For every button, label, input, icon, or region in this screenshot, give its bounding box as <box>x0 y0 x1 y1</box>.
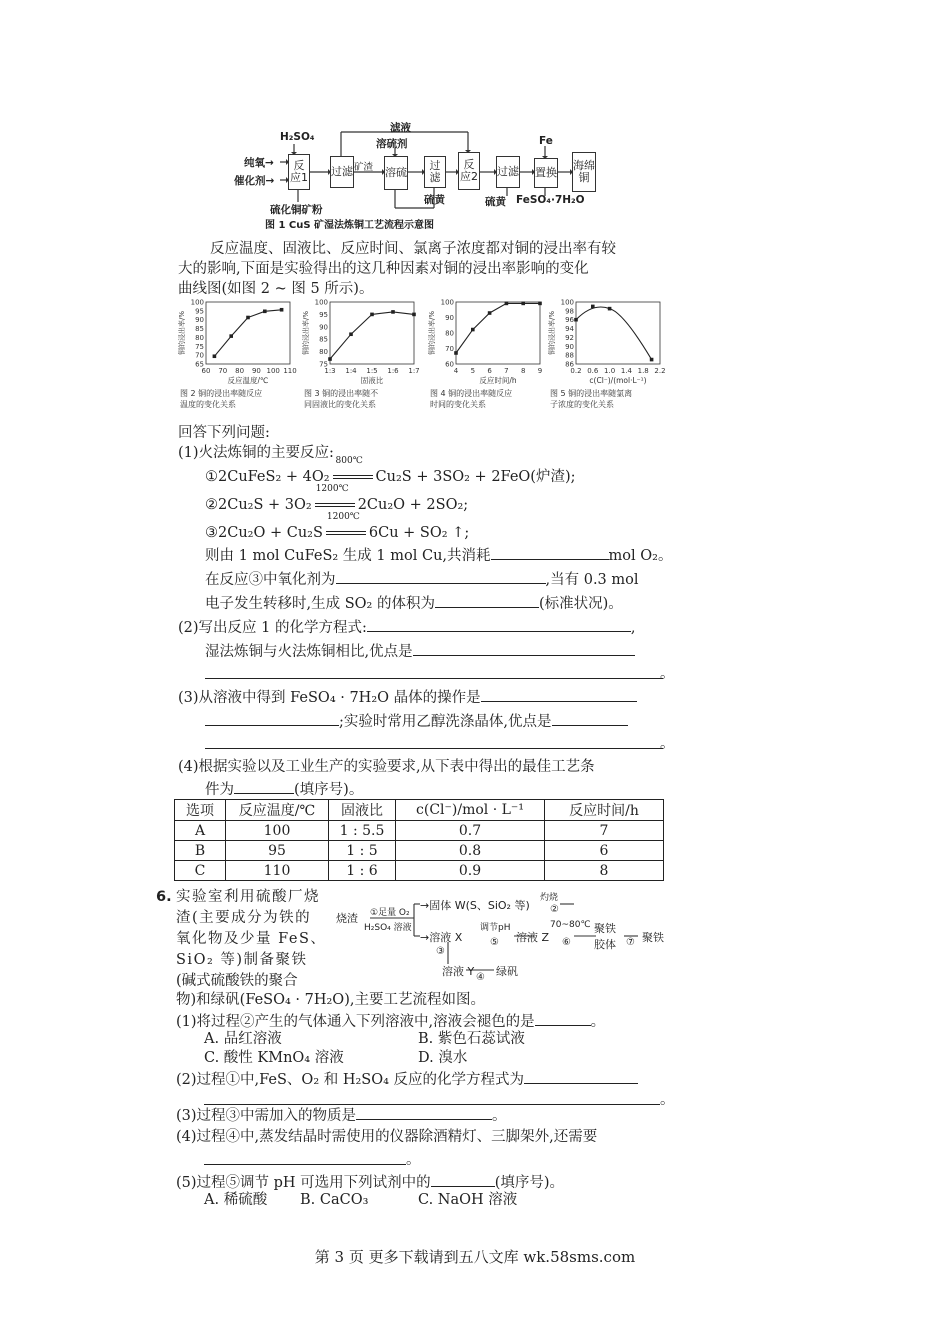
q3-answer-line[interactable] <box>205 748 663 749</box>
q1-blank-o2[interactable] <box>491 544 609 560</box>
x-axis-label: 反应时间/h <box>479 376 517 385</box>
data-point <box>650 358 654 362</box>
table-cell: 1 : 5 <box>329 841 396 861</box>
y-axis-label: 铜的浸出率/% <box>428 310 436 356</box>
x-tick-label: 1:4 <box>345 367 357 375</box>
x-tick-label: 1.4 <box>620 367 632 375</box>
q6-jutie-1b: 胶体 <box>594 938 616 951</box>
q3-end: 。 <box>660 736 675 752</box>
solvent-label: 溶硫剂 <box>376 138 408 150</box>
y-axis-label: 铜的浸出率/% <box>178 310 186 356</box>
q6-intro-2: 渣(主要成分为铁的 <box>176 910 312 926</box>
x-tick-label: 70 <box>218 367 228 375</box>
table-row <box>175 841 664 861</box>
q2-blank-equation[interactable] <box>367 616 631 632</box>
q6-shaozha: 烧渣 <box>336 912 358 925</box>
data-point <box>505 302 509 306</box>
q3-blank-operation-cont[interactable] <box>205 710 339 726</box>
q1-line2-a: 在反应③中氧化剂为 <box>205 572 336 588</box>
h2so4-label: H₂SO₄ <box>280 131 315 143</box>
charts-row <box>178 296 668 421</box>
chart-frame <box>576 302 660 364</box>
q6-p3-end: 。 <box>492 1108 507 1124</box>
q1-blank-volume[interactable] <box>435 592 539 608</box>
y-tick-label: 70 <box>445 345 454 353</box>
q2-line2 <box>205 640 635 662</box>
y-tick-label: 96 <box>565 316 574 325</box>
table-cell: 1 : 5.5 <box>329 821 396 841</box>
q6-p5-a: A. 稀硫酸 <box>204 1192 268 1208</box>
q4-line2-b: (填序号)。 <box>294 782 364 798</box>
box-filter3: 过滤 <box>496 156 520 188</box>
q2-end: 。 <box>660 666 675 682</box>
sulfur-label-1: 硫黄 <box>424 194 445 206</box>
box-filter1: 过滤 <box>330 156 354 188</box>
q6-lvfan: 绿矾 <box>496 965 518 978</box>
q6-p3-blank[interactable] <box>356 1104 492 1120</box>
r3-cond: 1200℃ <box>326 512 360 522</box>
x-axis-label: 固液比 <box>360 376 384 385</box>
x-axis-label: 反应温度/℃ <box>227 376 269 385</box>
data-point <box>538 302 542 306</box>
q6-p1-text: (1)将过程②产生的气体通入下列溶液中,溶液会褪色的是 <box>176 1014 535 1030</box>
data-point <box>213 354 217 358</box>
r2-cond: 1200℃ <box>315 484 349 494</box>
chart-caption-2: 时间的变化关系 <box>430 400 486 409</box>
y-tick-label: 86 <box>565 360 574 369</box>
q6-zhuoshao: 灼烧 <box>540 893 559 903</box>
x-tick-label: 8 <box>520 367 526 375</box>
data-point <box>454 351 458 355</box>
chart-2 <box>178 296 300 421</box>
q6-intro-last: 物)和绿矾(FeSO₄ · 7H₂O),主要工艺流程如图。 <box>176 992 485 1008</box>
x-tick-label: 1:6 <box>387 367 399 375</box>
x-tick-label: 1.8 <box>637 367 649 375</box>
q2-line1-text: (2)写出反应 1 的化学方程式: <box>178 620 367 636</box>
x-tick-label: 60 <box>201 367 211 375</box>
data-point <box>263 310 267 314</box>
q6-p3 <box>176 1104 507 1126</box>
catalyst-label: 催化剂→ <box>234 175 275 187</box>
table-header: 反应温度/℃ <box>226 800 329 821</box>
table-cell: 1 : 6 <box>329 861 396 881</box>
reaction-1 <box>205 456 576 487</box>
table-header: 选项 <box>175 800 226 821</box>
q4-line2 <box>205 778 363 800</box>
q6-solution-x: →溶液 X <box>420 931 463 944</box>
q1-line2-b: ,当有 0.3 mol <box>545 572 639 588</box>
q3-line2 <box>205 710 628 732</box>
y-tick-label: 70 <box>195 351 204 360</box>
q6-opt-b: B. 紫色石蕊试液 <box>418 1031 525 1047</box>
q1-title: (1)火法炼铜的主要反应: <box>178 445 334 461</box>
chart-caption-1: 图 4 铜的浸出率随反应 <box>430 389 513 398</box>
q1-line1-a: 则由 1 mol CuFeS₂ 生成 1 mol Cu,共消耗 <box>205 548 491 564</box>
q3-line2-text: ;实验时常用乙醇洗涤晶体,优点是 <box>339 714 552 730</box>
q6-step1b: H₂SO₄ 溶液 <box>364 923 412 933</box>
x-tick-label: 7 <box>504 367 509 375</box>
box-replace: 置换 <box>534 158 558 188</box>
y-tick-label: 65 <box>195 360 204 369</box>
q3-blank-advantage[interactable] <box>552 710 628 726</box>
table-cell: 0.7 <box>396 821 545 841</box>
r2-left: 2Cu₂S + 3O₂ <box>218 497 312 513</box>
x-tick-label: 80 <box>235 367 245 375</box>
q6-c5: ⑤ <box>490 937 499 948</box>
r1-cond: 800℃ <box>335 456 363 466</box>
y-tick-label: 80 <box>445 329 454 338</box>
q6-c3: ③ <box>436 946 445 957</box>
table-header: 固液比 <box>329 800 396 821</box>
q6-number: 6. <box>156 889 172 905</box>
chart-frame <box>456 302 540 364</box>
y-tick-label: 95 <box>319 310 328 319</box>
q6-solid-w: →固体 W(S、SiO₂ 等) <box>420 899 530 912</box>
intro-line-2: 大的影响,下面是实验得出的这几种因素对铜的浸出率影响的变化 <box>178 261 589 277</box>
table-header: 反应时间/h <box>545 800 664 821</box>
q2-blank-advantage[interactable] <box>413 640 635 656</box>
q6-temp: 70~80℃ <box>550 920 591 930</box>
q6-p5-c: C. NaOH 溶液 <box>418 1192 518 1208</box>
data-point <box>574 318 578 322</box>
y-tick-label: 85 <box>195 325 204 334</box>
x-axis-label: c(Cl⁻)/(mol·L⁻¹) <box>589 376 647 385</box>
x-tick-label: 9 <box>537 367 543 375</box>
q6-opt-c: C. 酸性 KMnO₄ 溶液 <box>204 1050 344 1066</box>
data-point <box>608 307 612 311</box>
y-tick-label: 75 <box>319 360 328 369</box>
chart-caption-2: 温度的变化关系 <box>180 400 236 409</box>
q6-jutie-2: 聚铁 <box>642 931 664 944</box>
r2-num: ② <box>205 497 218 513</box>
q6-p1-blank[interactable] <box>535 1010 591 1026</box>
table-row <box>175 861 664 881</box>
table-cell: 8 <box>545 861 664 881</box>
x-tick-label: 5 <box>470 367 476 375</box>
data-point <box>328 357 332 361</box>
q4-line2-a: 件为 <box>205 782 234 798</box>
q6-solution-z: 溶液 Z <box>516 931 550 944</box>
table-cell: B <box>175 841 226 861</box>
x-tick-label: 1:5 <box>366 367 378 375</box>
r3-num: ③ <box>205 525 218 541</box>
y-tick-label: 92 <box>565 333 574 342</box>
q6-intro-1: 实验室利用硫酸厂烧 <box>176 889 320 905</box>
flowchart-fig1 <box>230 122 610 234</box>
data-point <box>246 316 250 320</box>
x-tick-label: 6 <box>487 367 492 375</box>
q6-c7: ⑦ <box>626 937 635 948</box>
r3-left: 2Cu₂O + Cu₂S <box>218 525 323 541</box>
q-header: 回答下列问题: <box>178 425 270 441</box>
q6-p5-blank[interactable] <box>431 1171 495 1187</box>
box-filter2: 过滤 <box>424 156 446 188</box>
q6-opt-d: D. 溴水 <box>418 1050 468 1066</box>
r2-right: 2Cu₂O + 2SO₂; <box>357 497 469 513</box>
box-sponge-copper: 海绵铜 <box>572 152 596 192</box>
q6-flowchart <box>334 890 670 986</box>
y-tick-label: 100 <box>560 298 574 307</box>
q1-line3 <box>205 592 623 614</box>
table-cell: 110 <box>226 861 329 881</box>
x-tick-label: 2.2 <box>654 367 666 375</box>
box-reaction1: 反应1 <box>288 154 310 190</box>
y-tick-label: 90 <box>565 342 574 351</box>
q6-p2-end: 。 <box>660 1092 675 1108</box>
feso4-label: FeSO₄·7H₂O <box>516 194 585 206</box>
q4-blank-answer[interactable] <box>234 778 294 794</box>
slag-label: 矿渣 <box>354 162 374 173</box>
q6-p5-b: B. CaCO₃ <box>300 1192 369 1208</box>
table-cell: A <box>175 821 226 841</box>
box-dissolve-sulfur: 溶硫 <box>384 156 408 190</box>
q6-p4: (4)过程④中,蒸发结晶时需使用的仪器除酒精灯、三脚架外,还需要 <box>176 1129 598 1145</box>
q1-line3-b: (标准状况)。 <box>538 596 623 612</box>
q3-line1-text: (3)从溶液中得到 FeSO₄ · 7H₂O 晶体的操作是 <box>178 690 481 706</box>
q6-c4: ④ <box>476 972 485 983</box>
q3-line1 <box>178 686 637 708</box>
x-tick-label: 90 <box>251 367 261 375</box>
q6-intro-5: (碱式硫酸铁的聚合 <box>176 973 298 989</box>
x-tick-label: 110 <box>283 367 297 375</box>
q2-line2-text: 湿法炼铜与火法炼铜相比,优点是 <box>205 644 413 660</box>
reaction-3 <box>205 512 470 543</box>
data-point <box>229 334 233 338</box>
q1-line2 <box>205 568 639 590</box>
fe-label: Fe <box>539 135 553 147</box>
q6-p5-text: (5)过程⑤调节 pH 可选用下列试剂中的 <box>176 1175 431 1191</box>
q6-p1-end: 。 <box>590 1014 606 1030</box>
x-tick-label: 1:3 <box>324 367 336 375</box>
o2-label: 纯氧→ <box>244 157 274 169</box>
y-tick-label: 80 <box>195 333 204 342</box>
y-tick-label: 94 <box>565 325 574 334</box>
q6-adjust-ph: 调节pH <box>480 923 511 933</box>
q4-line1: (4)根据实验以及工业生产的实验要求,从下表中得出的最佳工艺条 <box>178 759 595 775</box>
q2-answer-line[interactable] <box>205 678 663 679</box>
q6-solution-y: 溶液 Y <box>442 965 475 978</box>
y-tick-label: 60 <box>445 360 454 369</box>
chart-frame <box>330 302 414 364</box>
chart-5 <box>548 296 670 421</box>
table-cell: 0.8 <box>396 841 545 861</box>
data-point <box>280 308 284 312</box>
q6-p2-blank[interactable] <box>524 1068 638 1084</box>
series-line <box>330 312 414 359</box>
y-axis-label: 铜的浸出率/% <box>548 310 556 356</box>
r1-num: ① <box>205 469 218 485</box>
q6-p4-end: 。 <box>406 1152 421 1168</box>
y-tick-label: 100 <box>314 298 328 307</box>
chart-frame <box>206 302 290 364</box>
y-tick-label: 100 <box>190 298 204 307</box>
y-tick-label: 90 <box>195 316 204 325</box>
q3-blank-operation[interactable] <box>481 686 637 702</box>
q6-p2 <box>176 1068 638 1090</box>
fig1-caption: 图 1 CuS 矿湿法炼铜工艺流程示意图 <box>265 220 435 231</box>
cus-label: 硫化铜矿粉 <box>270 204 323 216</box>
r3-right: 6Cu + SO₂ ↑; <box>368 525 470 541</box>
data-point <box>370 313 374 317</box>
table-cell: 0.9 <box>396 861 545 881</box>
chart-caption-2: 子浓度的变化关系 <box>550 400 614 409</box>
q1-blank-oxidant[interactable] <box>336 568 546 584</box>
q6-step1: ①足量 O₂ <box>370 908 410 918</box>
q2-line1-end: , <box>630 620 636 636</box>
y-tick-label: 75 <box>195 342 204 351</box>
table-cell: C <box>175 861 226 881</box>
q6-intro-4: SiO₂ 等)制备聚铁 <box>176 952 308 968</box>
x-tick-label: 4 <box>453 367 459 375</box>
chart-3 <box>302 296 424 421</box>
q6-c2: ② <box>550 904 559 915</box>
data-point <box>591 305 595 309</box>
series-line <box>456 303 540 353</box>
y-tick-label: 90 <box>319 323 328 332</box>
q1-line1 <box>205 544 672 566</box>
y-tick-label: 98 <box>565 307 574 316</box>
r1-left: 2CuFeS₂ + 4O₂ <box>218 469 330 485</box>
table-header: c(Cl⁻)/mol · L⁻¹ <box>396 800 545 821</box>
table-cell: 7 <box>545 821 664 841</box>
q6-opt-a: A. 品红溶液 <box>204 1031 282 1047</box>
x-tick-label: 1:7 <box>408 367 420 375</box>
y-tick-label: 80 <box>319 348 328 357</box>
intro-line-1: 反应温度、固液比、反应时间、氯离子浓度都对铜的浸出率有较 <box>210 241 616 257</box>
y-tick-label: 100 <box>440 298 454 307</box>
filtrate-label: 滤液 <box>390 122 411 134</box>
data-point <box>391 310 395 314</box>
chart-caption-1: 图 3 铜的浸出率随不 <box>304 389 379 398</box>
y-tick-label: 88 <box>565 351 574 360</box>
q6-p4-answer-line[interactable] <box>204 1164 406 1165</box>
y-axis-label: 铜的浸出率/% <box>302 310 310 356</box>
q2-line1 <box>178 616 635 638</box>
intro-line-3: 曲线图(如图 2 ~ 图 5 所示)。 <box>178 281 374 297</box>
chart-caption-1: 图 5 铜的浸出率随氯离 <box>550 389 633 398</box>
chart-caption-1: 图 2 铜的浸出率随反应 <box>180 389 263 398</box>
table-header-row <box>175 800 664 821</box>
data-point <box>488 311 492 315</box>
q6-p5-end: (填序号)。 <box>494 1175 565 1191</box>
x-tick-label: 1.0 <box>604 367 616 375</box>
table-cell: 100 <box>226 821 329 841</box>
r1-right: Cu₂S + 3SO₂ + 2FeO(炉渣); <box>375 469 576 485</box>
series-line <box>576 307 652 360</box>
q6-p3-text: (3)过程③中需加入的物质是 <box>176 1108 357 1124</box>
x-tick-label: 100 <box>266 367 280 375</box>
q6-intro-3: 氧化物及少量 FeS、 <box>176 931 327 947</box>
q1-line3-a: 电子发生转移时,生成 SO₂ 的体积为 <box>205 596 435 612</box>
y-tick-label: 85 <box>319 335 328 344</box>
page-footer: 第 3 页 更多下载请到五八文库 wk.58sms.com <box>314 1248 636 1266</box>
x-tick-label: 0.2 <box>570 367 582 375</box>
table-cell: 6 <box>545 841 664 861</box>
q6-p2-text: (2)过程①中,FeS、O₂ 和 H₂SO₄ 反应的化学方程式为 <box>176 1072 525 1088</box>
q1-line1-b: mol O₂。 <box>608 548 673 564</box>
y-tick-label: 95 <box>195 307 204 316</box>
x-tick-label: 0.6 <box>587 367 599 375</box>
q6-jutie-1: 聚铁 <box>594 922 616 935</box>
data-point <box>521 302 525 306</box>
box-reaction2: 反应2 <box>458 152 480 190</box>
y-tick-label: 90 <box>445 314 454 322</box>
options-table <box>174 799 664 881</box>
q6-c6: ⑥ <box>562 937 571 948</box>
chart-caption-2: 同固液比的变化关系 <box>304 400 376 409</box>
table-cell: 95 <box>226 841 329 861</box>
data-point <box>471 328 475 332</box>
chart-4 <box>428 296 550 421</box>
table-row <box>175 821 664 841</box>
sulfur-label-2: 硫黄 <box>485 196 506 208</box>
data-point <box>412 313 416 317</box>
data-point <box>349 332 353 336</box>
